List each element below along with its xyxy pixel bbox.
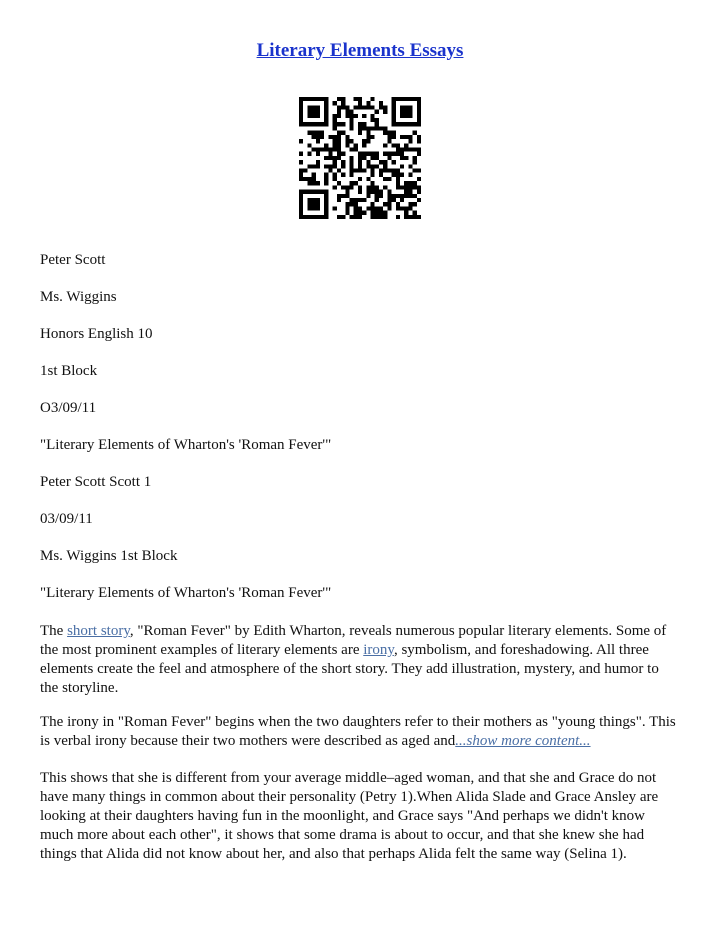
irony-link[interactable]: irony <box>363 642 394 658</box>
body-paragraph-3: This shows that she is different from your average middle–aged woman, and that she and Grace do not have many things in common about their personality (Petry 1).When Alida Slade and Grace Ansley are looking at their daughters having fun in the moonlight, and Grace says "And perhaps we didn't know much more about each other", it shows that some drama is about to occur, and that she knew she had things that Alida did not know about her, and also that perhaps Alida felt the same way (Selina 1). <box>40 770 659 862</box>
document-title[interactable]: Literary Elements Essays <box>256 40 464 61</box>
teacher-name: Ms. Wiggins <box>40 289 117 305</box>
para1-text-1: The <box>40 623 68 639</box>
show-more-link[interactable]: ...show more content... <box>455 733 591 749</box>
date-line-2: 03/09/11 <box>40 511 93 527</box>
para1-text-2: , "Roman Fever" by Edith Wharton, reveals numerous popular literary elements. Some of the most prominent examples of literary elements are <box>40 623 667 658</box>
qr-code-icon <box>299 97 421 219</box>
body-paragraph-1 <box>40 622 680 698</box>
para1-text-3: , symbolism, and foreshadowing. All three elements create the feel and atmosphere of the short story. They add illustration, mystery, and humor to the storyline. <box>40 642 659 696</box>
course-name: Honors English 10 <box>40 326 153 342</box>
body-paragraph-2 <box>40 713 680 751</box>
short-story-link[interactable]: short story <box>67 623 130 639</box>
essay-title-2: "Literary Elements of Wharton's 'Roman Fever'" <box>40 585 332 601</box>
date-line: O3/09/11 <box>40 400 97 416</box>
running-header: Peter Scott Scott 1 <box>40 474 152 490</box>
essay-title: "Literary Elements of Wharton's 'Roman Fever'" <box>40 437 332 453</box>
block-name: 1st Block <box>40 363 98 379</box>
teacher-block-line: Ms. Wiggins 1st Block <box>40 548 178 564</box>
para2-text: The irony in "Roman Fever" begins when the two daughters refer to their mothers as "young things". This is verbal irony because their two mothers were described as aged and <box>40 714 676 749</box>
author-name: Peter Scott <box>40 252 106 268</box>
